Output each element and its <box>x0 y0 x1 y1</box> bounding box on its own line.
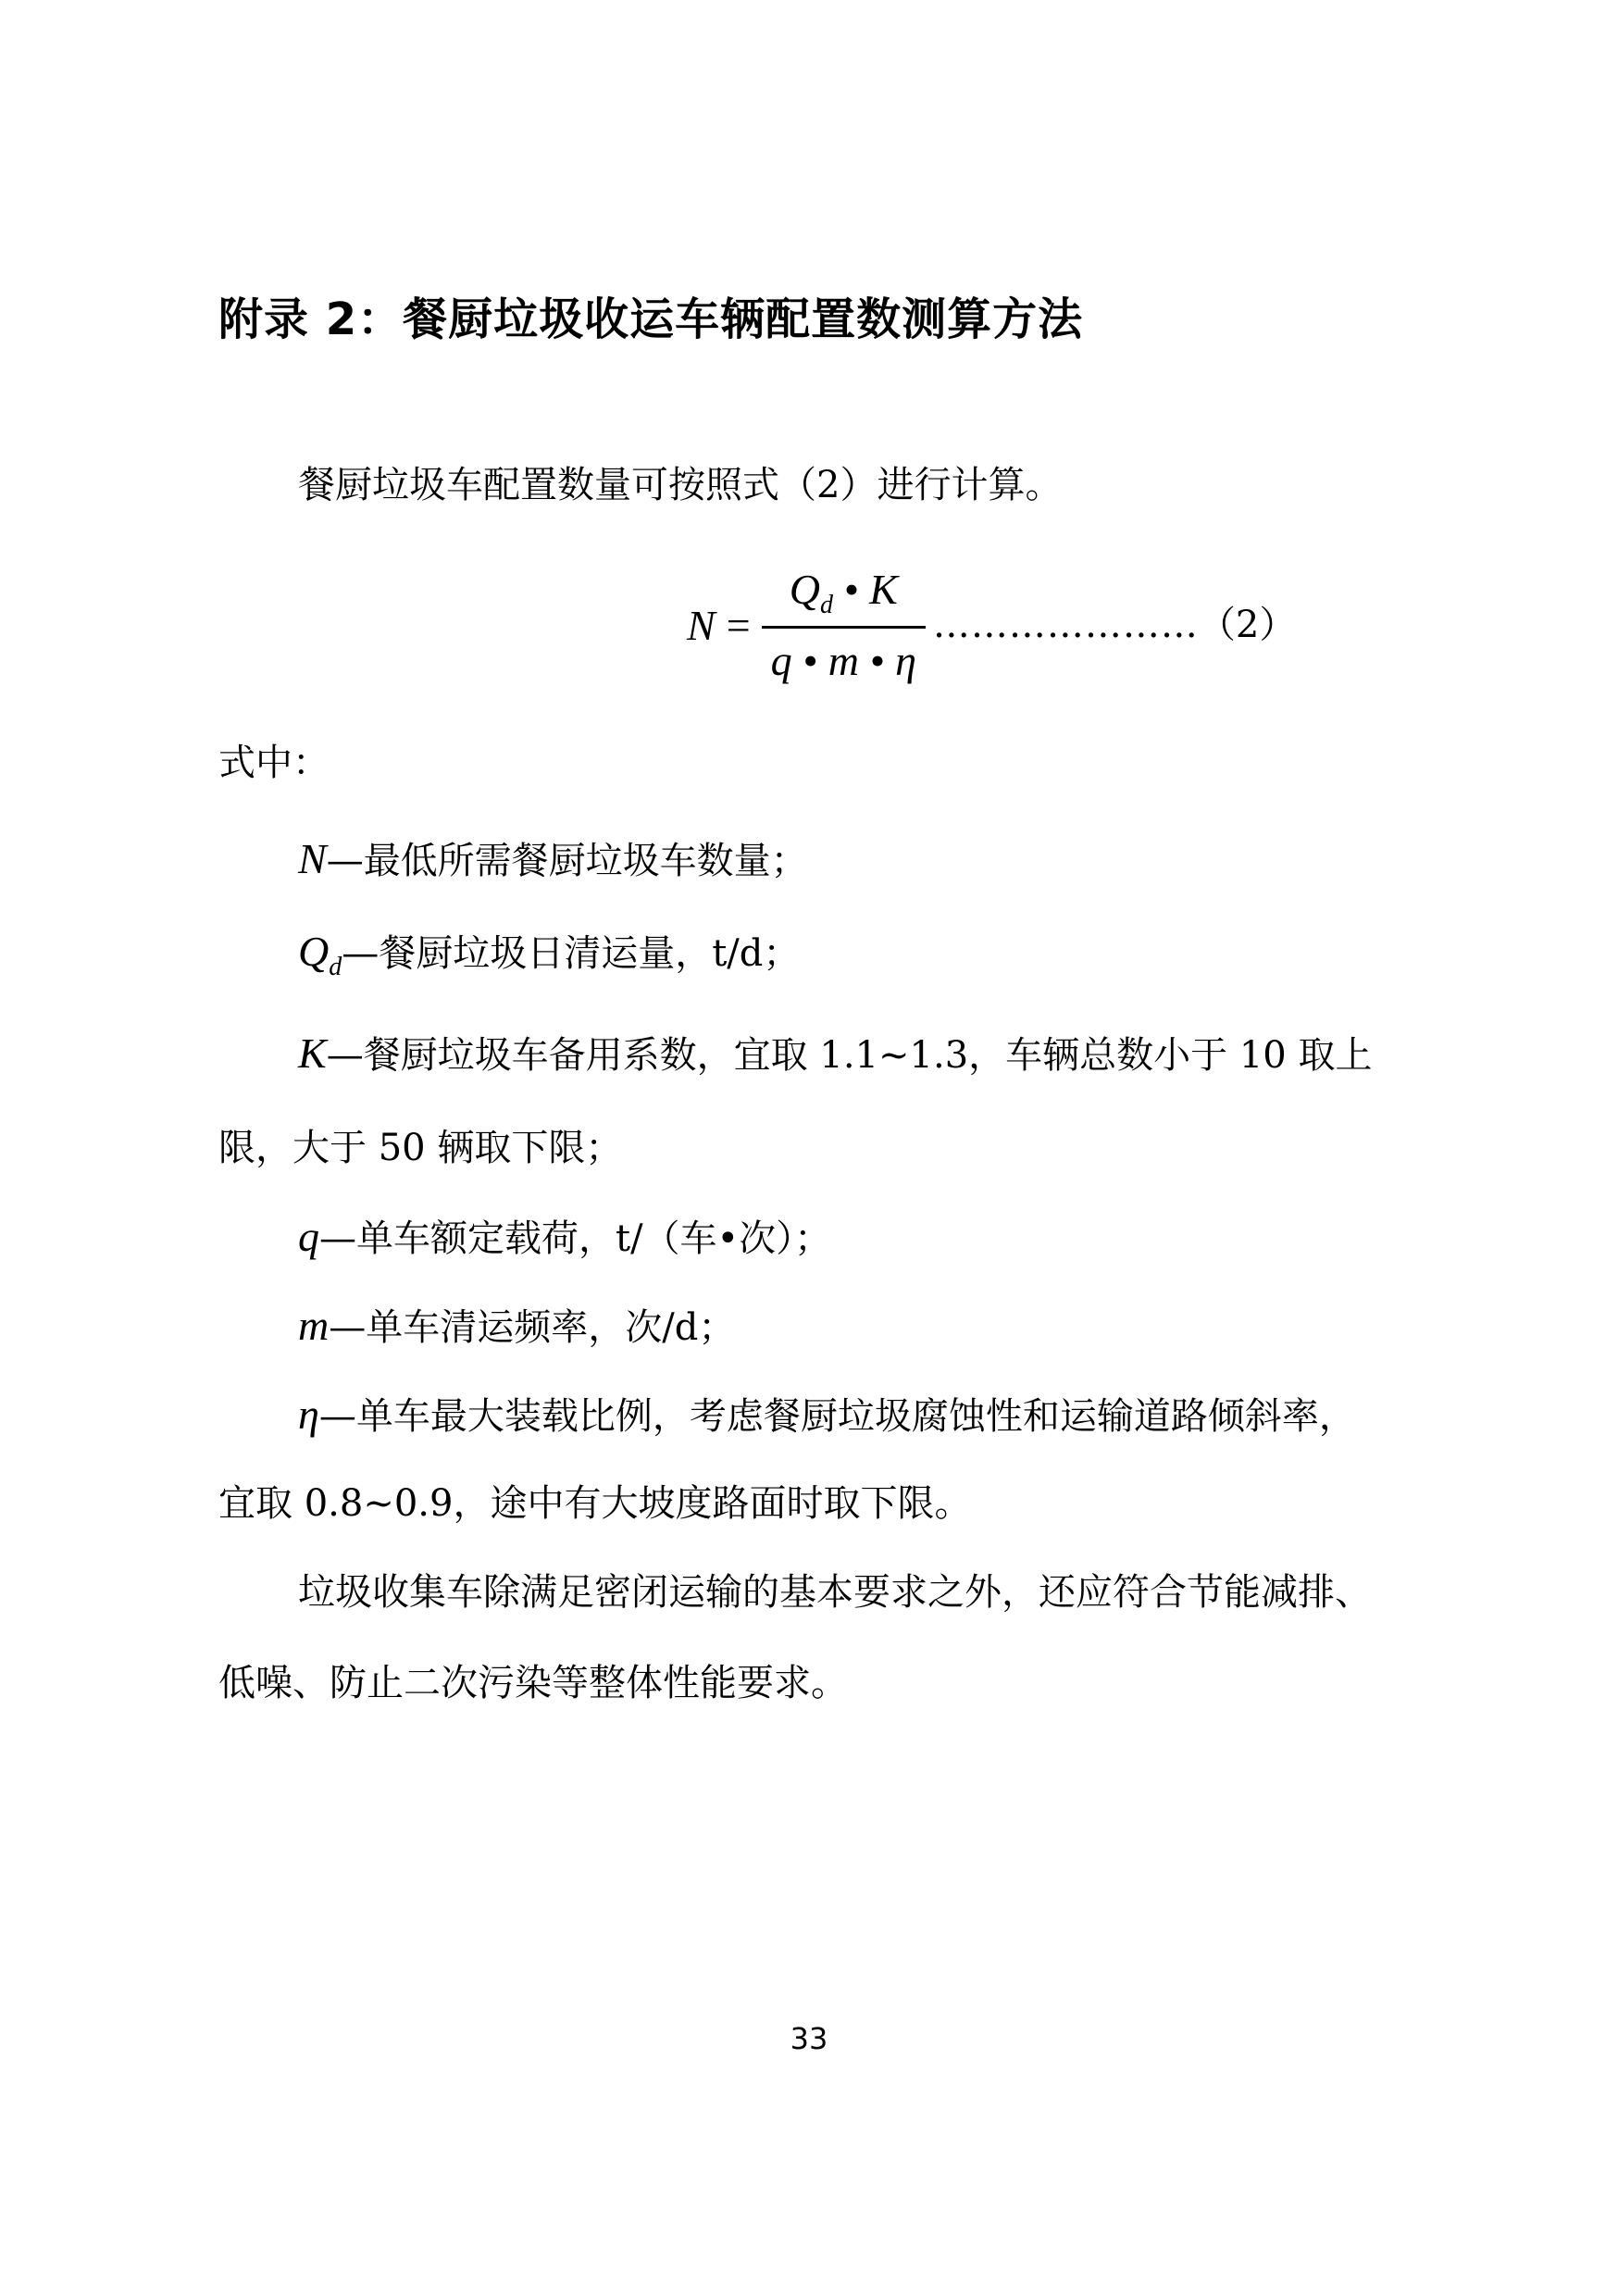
definition-q: q—单车额定载荷，t/（车•次）； <box>298 1213 832 1260</box>
formula-numerator: $Q_d$ • K <box>762 565 926 629</box>
formula-denominator: q • m • η <box>770 637 916 684</box>
definition-eta: η—单车最大装载比例，考虑餐厨垃圾腐蚀性和运输道路倾斜率， <box>298 1391 1356 1438</box>
definition-eta-continued: 宜取 0.8~0.9，途中有大坡度路面时取下限。 <box>218 1482 972 1525</box>
formula <box>687 555 1296 694</box>
intro-paragraph: 餐厨垃圾车配置数量可按照式（2）进行计算。 <box>298 464 1063 506</box>
definition-N: N—最低所需餐厨垃圾车数量； <box>298 835 808 882</box>
closing-paragraph-line2: 低噪、防止二次污染等整体性能要求。 <box>218 1662 848 1704</box>
definition-K: K—餐厨垃圾车备用系数，宜取 1.1~1.3，车辆总数小于 10 取上 <box>298 1029 1373 1077</box>
formula-number: （2） <box>1198 604 1297 646</box>
formula-dots: ………………… <box>932 604 1199 646</box>
definition-K-continued: 限，大于 50 辆取下限； <box>218 1127 623 1169</box>
page-title: 附录 2：餐厨垃圾收运车辆配置数测算方法 <box>218 293 1084 345</box>
page-number: 33 <box>790 2021 828 2056</box>
definition-Qd: $Q_d—$餐厨垃圾日清运量，t/d； <box>298 928 801 981</box>
definition-m: m—单车清运频率，次/d； <box>298 1302 736 1349</box>
where-label: 式中： <box>218 742 330 784</box>
formula-fraction <box>762 565 926 685</box>
formula-lhs: N <box>687 601 716 649</box>
closing-paragraph-line1: 垃圾收集车除满足密闭运输的基本要求之外，还应符合节能减排、 <box>298 1571 1372 1614</box>
formula-equals: = <box>726 601 751 649</box>
